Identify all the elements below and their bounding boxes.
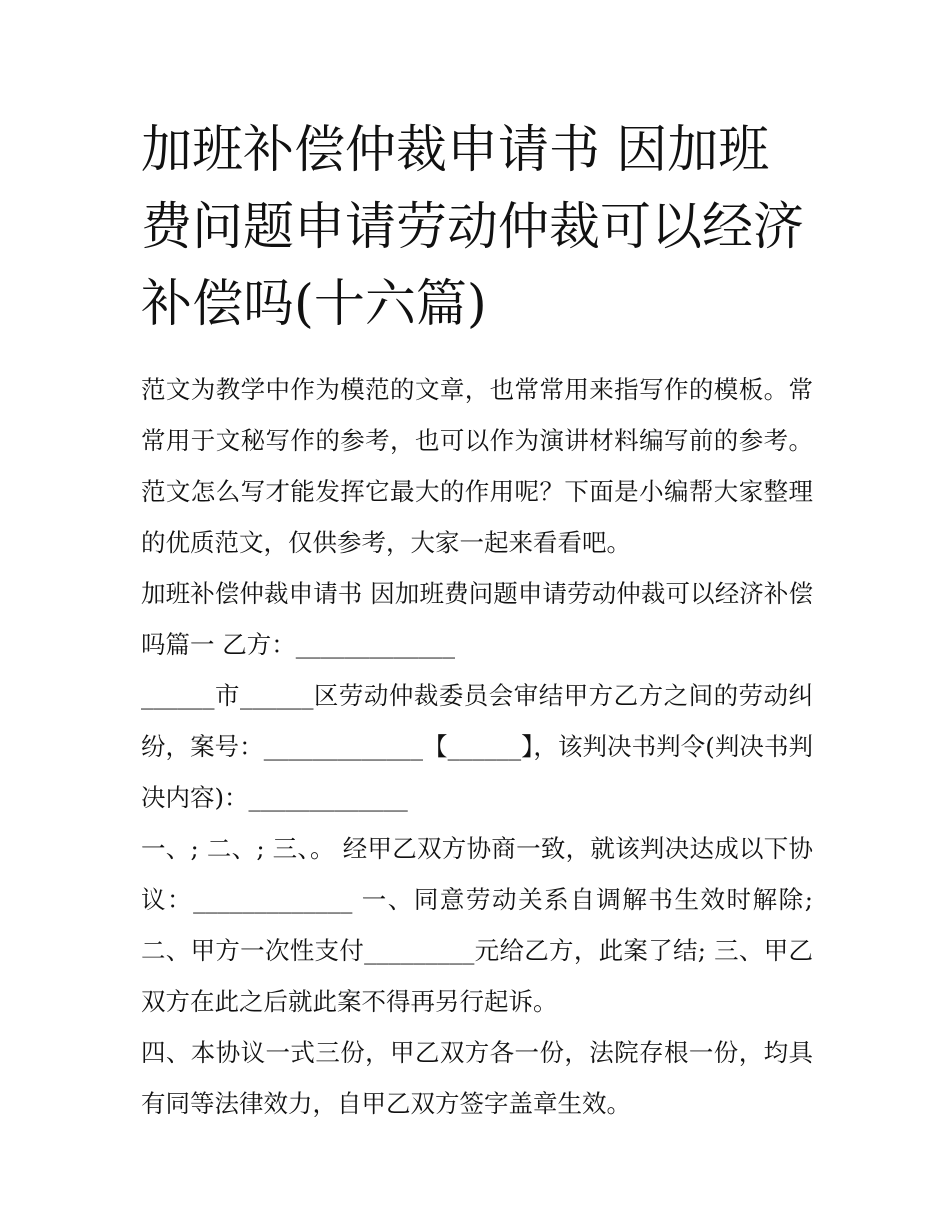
document-page (141, 112, 813, 1129)
document-body (141, 364, 813, 1129)
paragraph-heading-part-one: 加班补偿仲裁申请书 因加班费问题申请劳动仲裁可以经济补偿吗篇一 乙方：_____________ (141, 579, 813, 659)
paragraph-case-info: ______市______区劳动仲裁委员会审结甲方乙方之间的劳动纠纷，案号：_____________【______】，该判决书判令(判决书判决内容)：_____________ (141, 681, 813, 812)
document-title: 加班补偿仲裁申请书 因加班费问题申请劳动仲裁可以经济补偿吗(十六篇) (141, 121, 805, 334)
paragraph-clause-four: 四、本协议一式三份，甲乙双方各一份，法院存根一份，均具有同等法律效力，自甲乙双方签字盖章生效。 (141, 1038, 813, 1118)
paragraph-agreement-terms: 一、; 二、; 三、。 经甲乙双方协商一致，就该判决达成以下协议：_____________ 一、同意劳动关系自调解书生效时解除; 二、甲方一次性支付_________元给乙方，此案了结; 三、甲乙双方在此之后就此案不得再另行起诉。 (141, 834, 813, 1016)
paragraph-intro: 范文为教学中作为模范的文章，也常常用来指写作的模板。常常用于文秘写作的参考，也可以作为演讲材料编写前的参考。范文怎么写才能发挥它最大的作用呢？下面是小编帮大家整理的优质范文，仅供参考，大家一起来看看吧。 (141, 375, 813, 557)
